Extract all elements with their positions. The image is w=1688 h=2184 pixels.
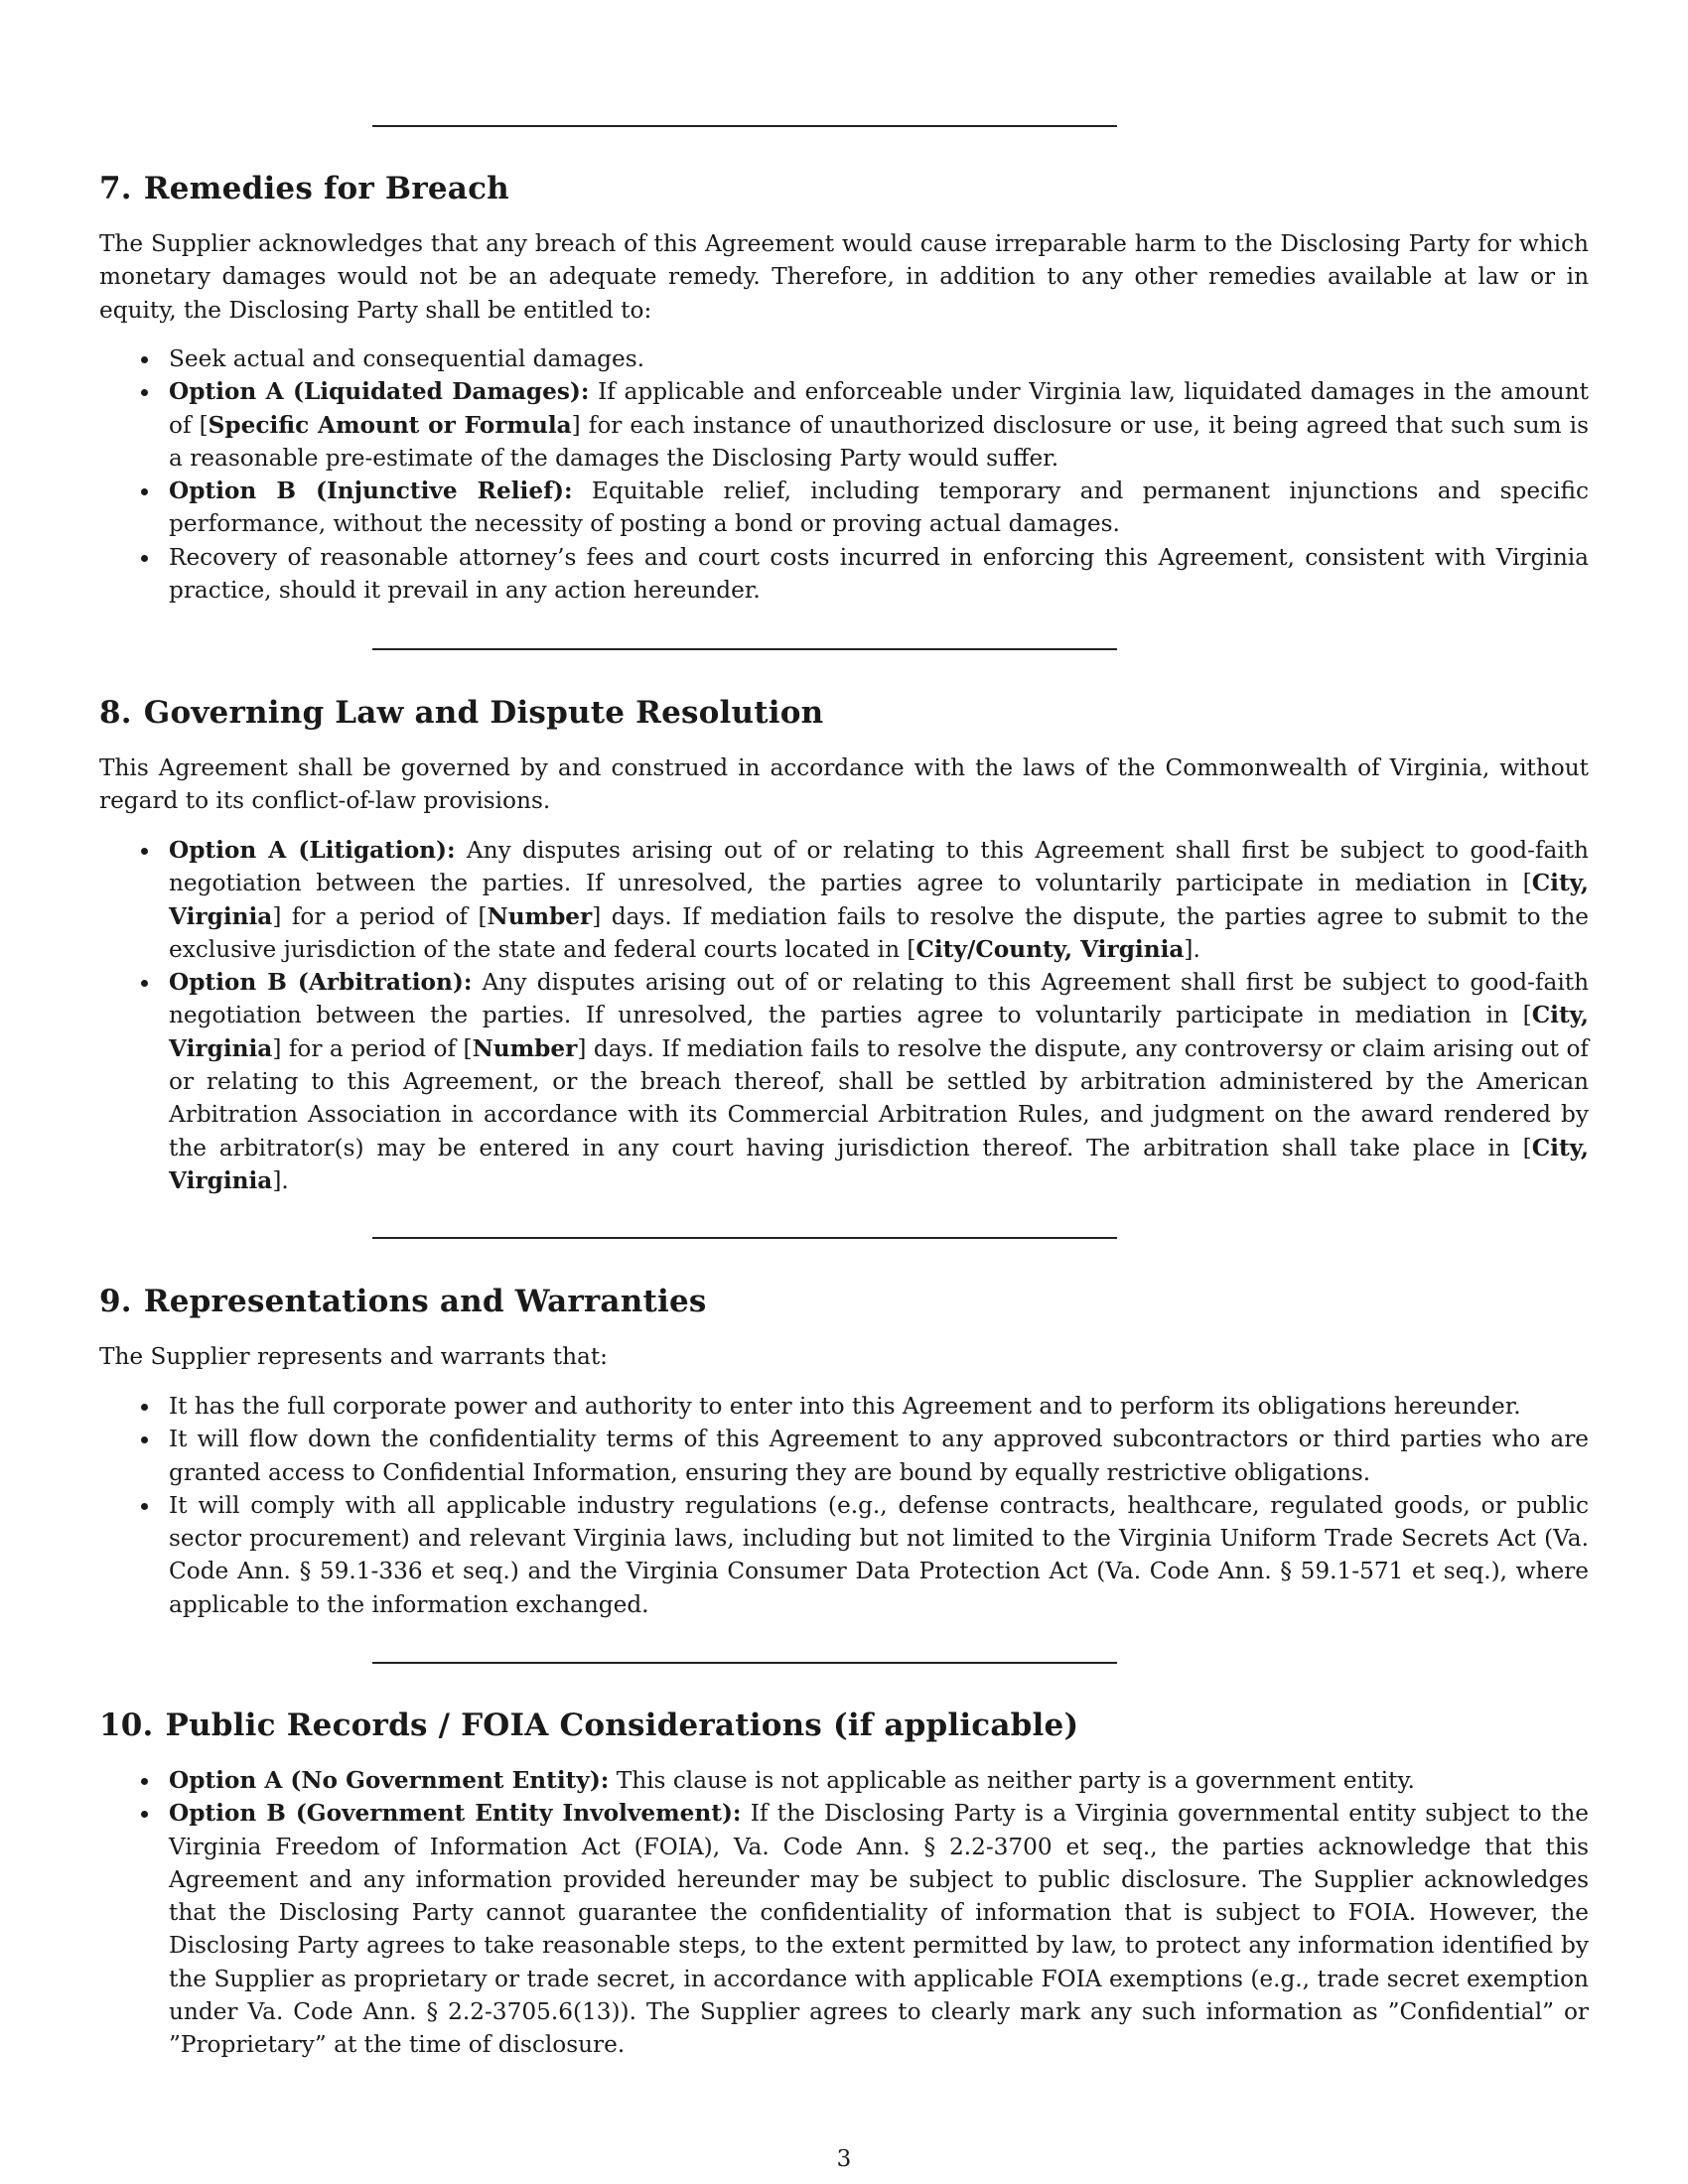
section-8-list — [99, 834, 1589, 1197]
list-item: Option B (Government Entity Involvement): If the Disclosing Party is a Virginia governmental entity subject to the Virginia Freedom of Information Act (FOIA), Va. Code Ann. § 2.2-3700 et seq., the parties acknowledge that this Agreement and any information provided hereunder may be subject to public disclosure. The Supplier acknowledges that the Disclosing Party cannot guarantee the confidentiality of information that is subject to FOIA. However, the Disclosing Party agrees to take reasonable steps, to the extent permitted by law, to protect any information identified by the Supplier as proprietary or trade secret, in accordance with applicable FOIA exemptions (e.g., trade secret exemption under Va. Code Ann. § 2.2-3705.6(13)). The Supplier agrees to clearly mark any such information as ”Confidential” or ”Proprietary” at the time of disclosure. — [99, 1797, 1589, 2061]
section-9-list — [99, 1390, 1589, 1621]
section-divider — [372, 1237, 1117, 1239]
section-10-heading — [99, 1707, 1078, 1743]
section-8-heading — [99, 695, 823, 731]
list-item: Option A (No Government Entity): This clause is not applicable as neither party is a government entity. — [99, 1764, 1589, 1797]
option-label: Option A (Litigation): — [169, 837, 456, 864]
placeholder-field: City, Virginia — [169, 870, 1589, 930]
option-label: Option A (Liquidated Damages): — [169, 378, 590, 406]
section-divider — [372, 648, 1117, 650]
list-item: It will comply with all applicable industry regulations (e.g., defense contracts, healthcare, regulated goods, or public sector procurement) and relevant Virginia laws, including but not limited to the Virginia Uniform Trade Secrets Act (Va. Code Ann. § 59.1-336 et seq.) and the Virginia Consumer Data Protection Act (Va. Code Ann. § 59.1-571 et seq.), where applicable to the information exchanged. — [99, 1489, 1589, 1621]
section-number: 10. — [99, 1707, 154, 1743]
section-number: 8. — [99, 695, 132, 731]
section-title: Remedies for Breach — [143, 171, 509, 206]
option-label: Option B (Arbitration): — [169, 969, 473, 997]
section-7-heading — [99, 171, 509, 206]
list-item: Option A (Liquidated Damages): If applicable and enforceable under Virginia law, liquidated damages in the amount of [Specific Amount or Formula] for each instance of unauthorized disclosure or use, it being agreed that such sum is a reasonable pre-estimate of the damages the Disclosing Party would suffer. — [99, 375, 1589, 475]
placeholder-field: City, Virginia — [169, 1002, 1589, 1062]
option-label: Option A (No Government Entity): — [169, 1767, 610, 1794]
placeholder-field: City, Virginia — [169, 1134, 1589, 1194]
section-title: Public Records / FOIA Considerations (if applicable) — [165, 1707, 1079, 1743]
section-7-list — [99, 342, 1589, 607]
list-item: Seek actual and consequential damages. — [99, 342, 1589, 375]
section-9-heading — [99, 1284, 707, 1319]
section-number: 9. — [99, 1284, 132, 1319]
section-title: Representations and Warranties — [143, 1284, 707, 1319]
placeholder-field: Specific Amount or Formula — [208, 411, 572, 439]
section-9-intro: The Supplier represents and warrants that: — [99, 1343, 608, 1370]
section-number: 7. — [99, 171, 132, 206]
option-label: Option B (Government Entity Involvement): — [169, 1800, 742, 1828]
list-item: Option A (Litigation): Any disputes arising out of or relating to this Agreement shall first be subject to good-faith negotiation between the parties. If unresolved, the parties agree to voluntarily participate in mediation in [City, Virginia] for a period of [Number] days. If mediation fails to resolve the dispute, the parties agree to submit to the exclusive jurisdiction of the state and federal courts located in [City/County, Virginia]. — [99, 834, 1589, 966]
section-10-list — [99, 1764, 1589, 2062]
list-item: It will flow down the confidentiality terms of this Agreement to any approved subcontractors or third parties who are granted access to Confidential Information, ensuring they are bound by equally restrictive obligations. — [99, 1423, 1589, 1489]
section-divider — [372, 1662, 1117, 1664]
list-item: Recovery of reasonable attorney’s fees and court costs incurred in enforcing this Agreement, consistent with Virginia practice, should it prevail in any action hereunder. — [99, 541, 1589, 608]
placeholder-field: Number — [472, 1034, 578, 1062]
option-label: Option B (Injunctive Relief): — [169, 478, 573, 505]
page-number: 3 — [836, 2146, 852, 2172]
section-8-intro: This Agreement shall be governed by and construed in accordance with the laws of the Commonwealth of Virginia, without regard to its conflict-of-law provisions. — [99, 754, 1589, 815]
list-item: It has the full corporate power and authority to enter into this Agreement and to perform its obligations hereunder. — [99, 1390, 1589, 1423]
list-item: Option B (Arbitration): Any disputes arising out of or relating to this Agreement shall first be subject to good-faith negotiation between the parties. If unresolved, the parties agree to voluntarily participate in mediation in [City, Virginia] for a period of [Number] days. If mediation fails to resolve the dispute, any controversy or claim arising out of or relating to this Agreement, or the breach thereof, shall be settled by arbitration administered by the American Arbitration Association in accordance with its Commercial Arbitration Rules, and judgment on the award rendered by the arbitrator(s) may be entered in any court having jurisdiction thereof. The arbitration shall take place in [City, Virginia]. — [99, 966, 1589, 1197]
placeholder-field: City/County, Virginia — [915, 935, 1185, 963]
section-divider — [372, 125, 1117, 127]
placeholder-field: Number — [487, 902, 593, 930]
section-7-intro: The Supplier acknowledges that any breach of this Agreement would cause irreparable harm to the Disclosing Party for which monetary damages would not be an adequate remedy. Therefore, in addition to any other remedies available at law or in equity, the Disclosing Party shall be entitled to: — [99, 230, 1589, 324]
list-item: Option B (Injunctive Relief): Equitable relief, including temporary and permanent injunctions and specific performance, without the necessity of posting a bond or proving actual damages. — [99, 475, 1589, 541]
section-title: Governing Law and Dispute Resolution — [143, 695, 824, 731]
